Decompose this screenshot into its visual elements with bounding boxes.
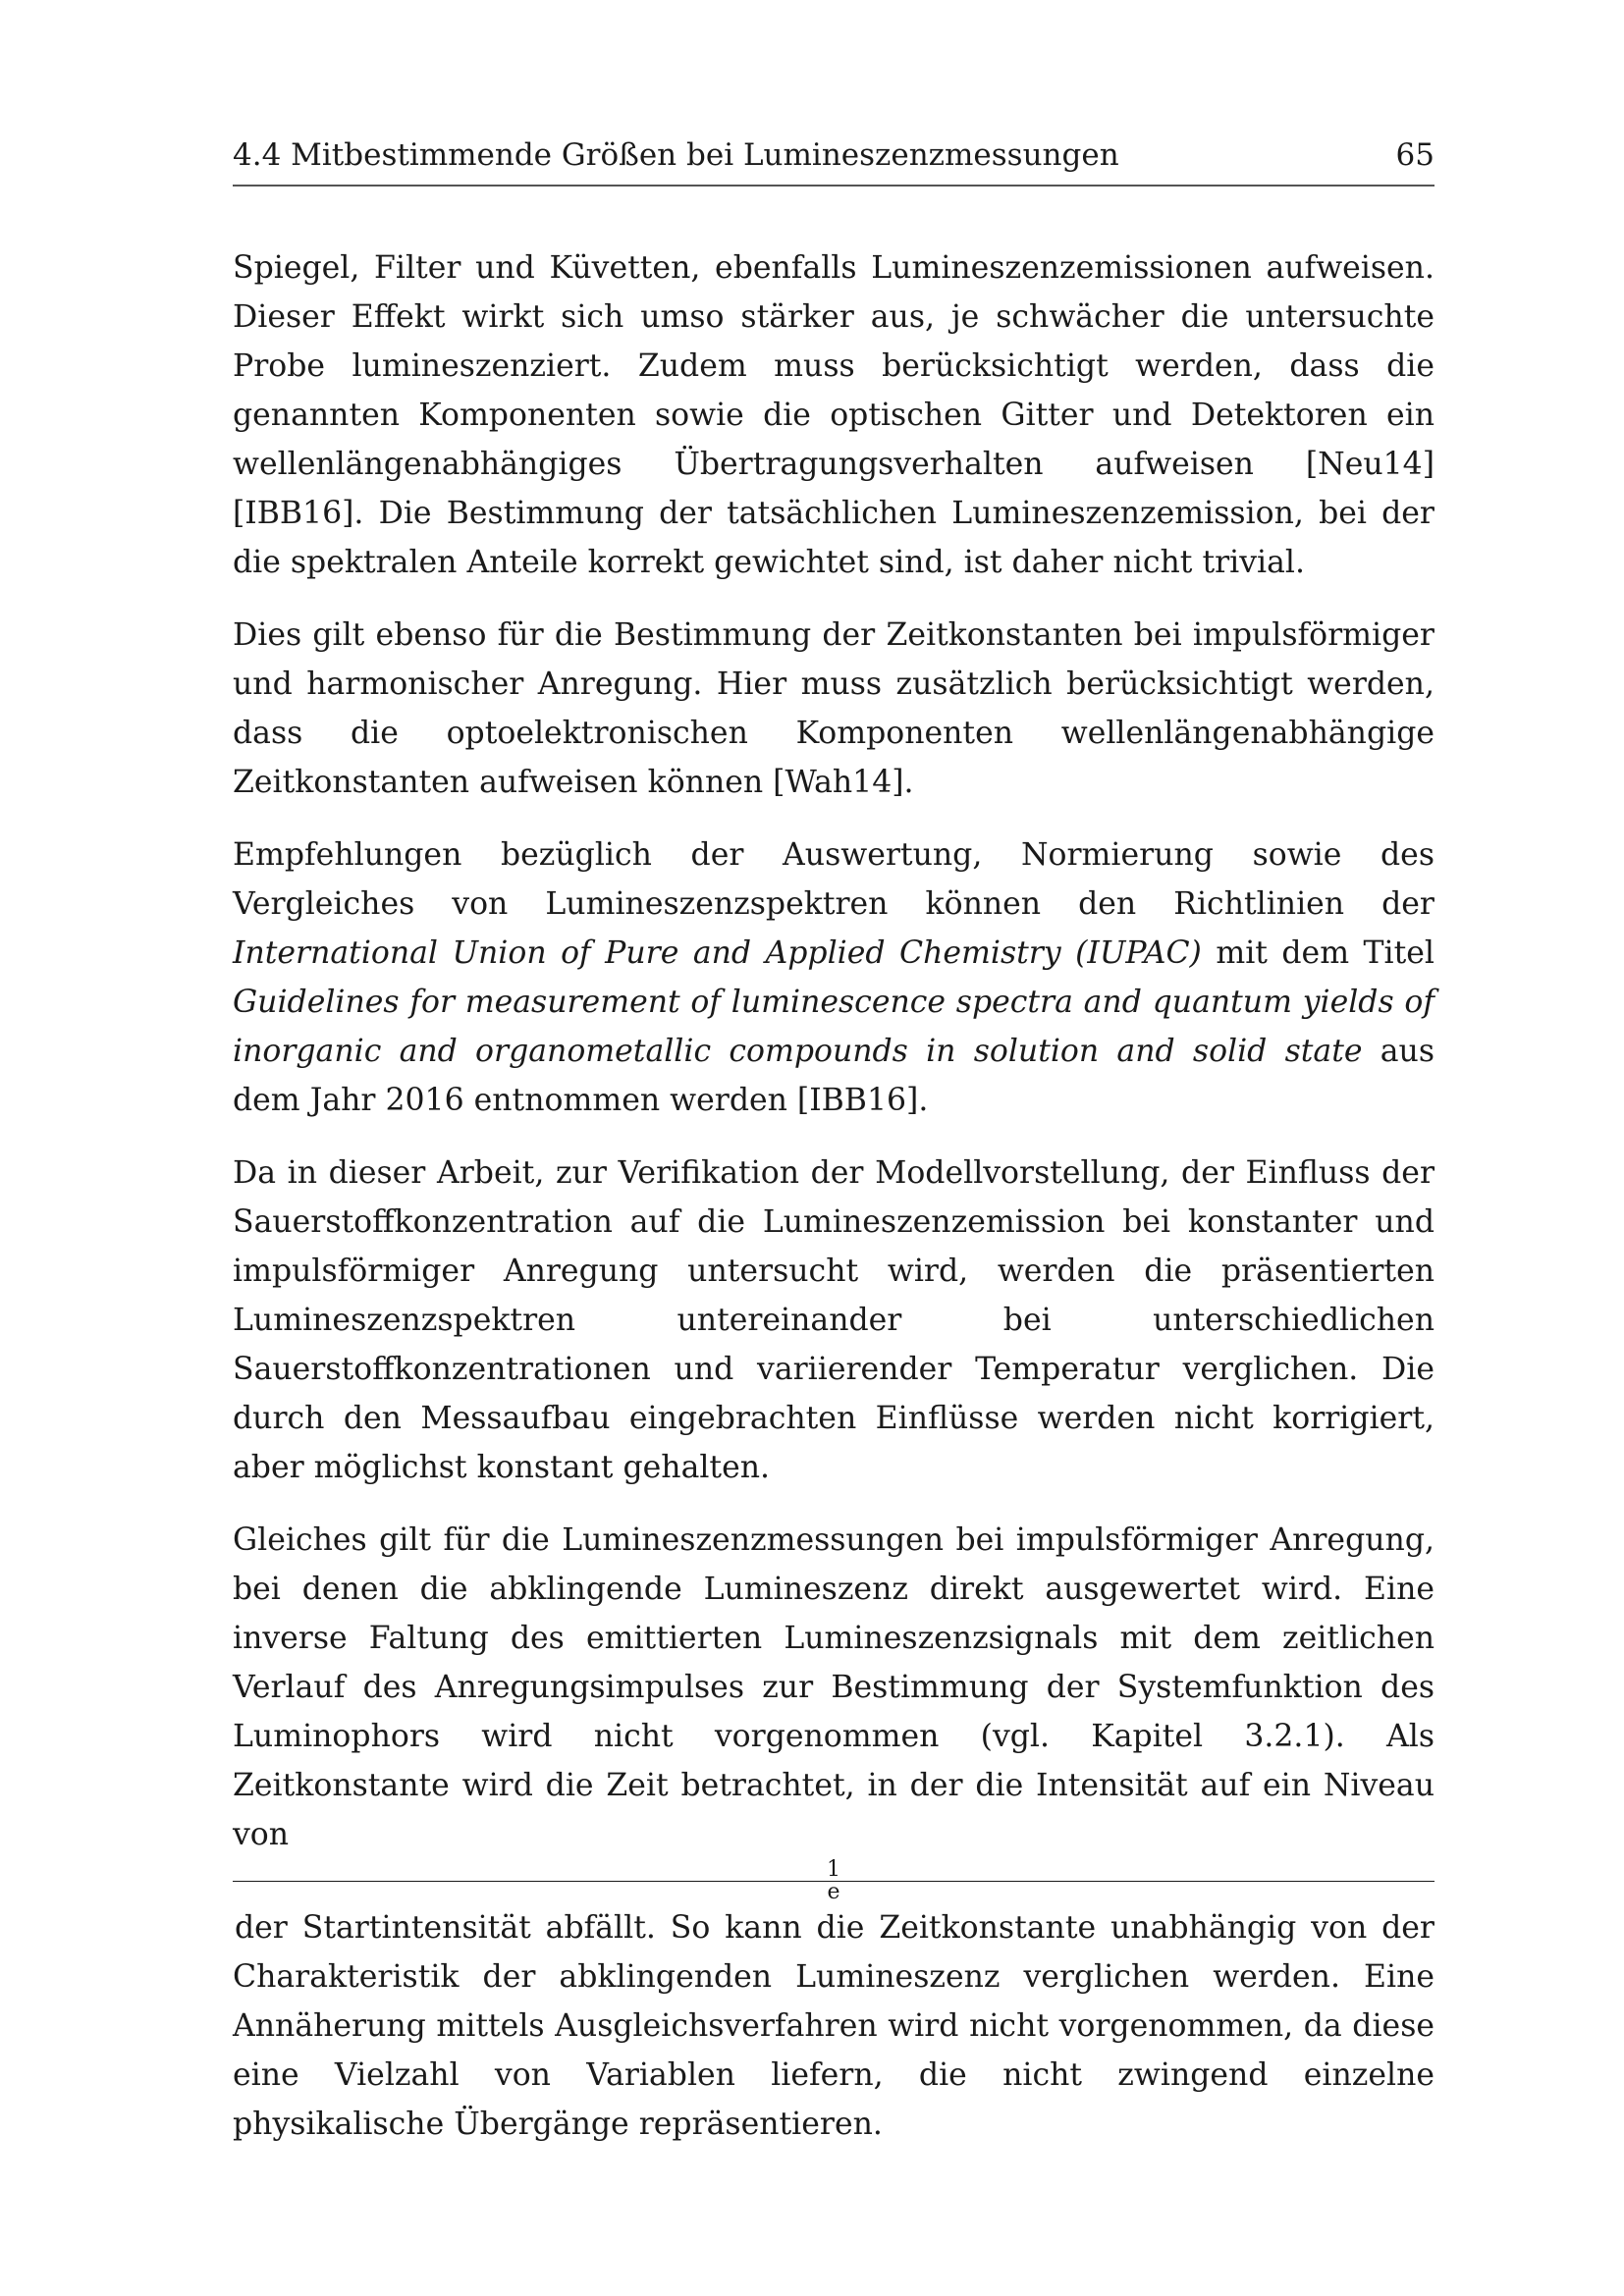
paragraph-5 — [233, 1516, 1435, 2149]
iupac-name: International Union of Pure and Applied Chemistry (IUPAC) — [233, 935, 1202, 971]
paragraph-4: Da in dieser Arbeit, zur Verifikation der Modellvorstellung, der Einfluss der Sauerstoffkonzentration auf die Lumineszenzemission bei konstanter und impulsförmiger Anregung untersucht wird, werden die präsentierten Lumineszenzspektren untereinander bei unterschiedlichen Sauerstoffkonzentrationen und variierender Temperatur verglichen. Die durch den Messaufbau eingebrachten Einflüsse werden nicht korrigiert, aber möglichst konstant gehalten. — [233, 1155, 1435, 1485]
body-text — [233, 243, 1435, 2172]
paragraph-5-text-2: der Startintensität abfällt. So kann die Zeitkonstante unabhängig von der Charakteristik der abklingenden Lumineszenz verglichen werden. Eine Annäherung mittels Ausgleichsverfahren wird nicht vorgenommen, da diese eine Vielzahl von Variablen liefern, die nicht zwingend einzelne physikalische Übergänge repräsentieren. — [233, 1910, 1435, 2142]
page-number: 65 — [1395, 137, 1435, 173]
paragraph-3-text-1: Empfehlungen bezüglich der Auswertung, Normierung sowie des Vergleiches von Lumineszenzspektren können den Richtlinien der — [233, 837, 1435, 922]
paragraph-5-text-1: Gleiches gilt für die Lumineszenzmessungen bei impulsförmiger Anregung, bei denen die abklingende Lumineszenz direkt ausgewertet wird. Eine inverse Faltung des emittierten Lumineszenzsignals mit dem zeitlichen Verlauf des Anregungsimpulses zur Bestimmung der Systemfunktion des Luminophors wird nicht vorgenommen (vgl. Kapitel 3.2.1). Als Zeitkonstante wird die Zeit betrachtet, in der die Intensität auf ein Niveau von — [233, 1522, 1435, 1852]
fraction-one-over-e — [233, 1859, 1435, 1903]
paragraph-2: Dies gilt ebenso für die Bestimmung der Zeitkonstanten bei impulsförmiger und harmonischer Anregung. Hier muss zusätzlich berücksichtigt werden, dass die optoelektronischen Komponenten wellenlängenabhängige Zeitkonstanten aufweisen können [Wah14]. — [233, 617, 1435, 800]
paragraph-1: Spiegel, Filter und Küvetten, ebenfalls Lumineszenzemissionen aufweisen. Dieser Effekt wirkt sich umso stärker aus, je schwächer die untersuchte Probe lumineszenziert. Zudem muss berücksichtigt werden, dass die genannten Komponenten sowie die optischen Gitter und Detektoren ein wellenlängenabhängiges Übertragungsverhalten aufweisen [Neu14] [IBB16]. Die Bestimmung der tatsächlichen Lumineszenzemission, bei der die spektralen Anteile korrekt gewichtet sind, ist daher nicht trivial. — [233, 250, 1435, 580]
header-section-title: 4.4 Mitbestimmende Größen bei Lumineszenzmessungen — [233, 137, 1119, 173]
paragraph-3-text-3: aus dem Jahr 2016 entnommen werden [IBB16]. — [233, 1034, 1435, 1118]
guideline-title: Guidelines for measurement of luminescence spectra and quantum yields of inorganic and organometallic compounds in solution and solid state — [233, 985, 1435, 1069]
fraction-denominator: e — [827, 1880, 840, 1904]
paragraph-3-text-2: mit dem Titel — [1201, 935, 1435, 971]
paragraph-3 — [233, 830, 1435, 1125]
fraction-numerator: 1 — [233, 1859, 1435, 1882]
running-header — [233, 135, 1435, 187]
